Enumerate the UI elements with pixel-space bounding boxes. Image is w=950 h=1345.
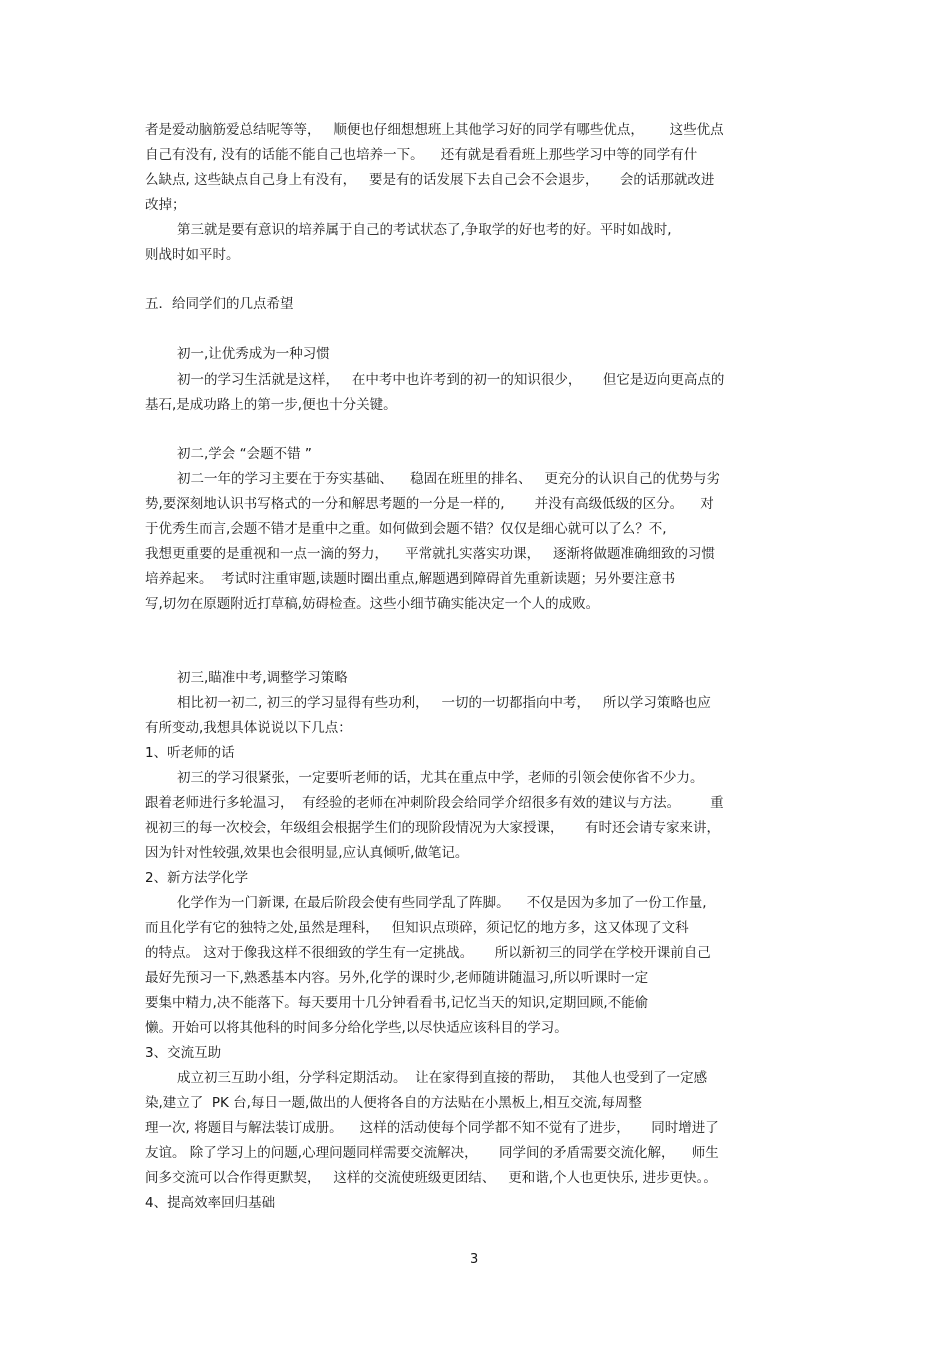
text-line: 者是爱动脑筋爱总结呢等等， 顺便也仔细想想班上其他学习好的同学有哪些优点， 这些优点 xyxy=(145,122,724,138)
text-line: 懒。开始可以将其他科的时间多分给化学些,以尽快适应该科目的学习。 xyxy=(145,1020,568,1036)
numbered-heading: 1、听老师的话 xyxy=(145,745,235,761)
text-line: 于优秀生而言,会题不错才是重中之重。如何做到会题不错？仅仅是细心就可以了么？不, xyxy=(145,521,667,537)
text-line: 有所变动,我想具体说说以下几点： xyxy=(145,720,352,736)
text-line: 培养起来。 考试时注重审题,读题时圈出重点,解题遇到障碍首先重新读题；另外要注意书 xyxy=(145,571,676,587)
text-line: 改掉； xyxy=(145,197,186,213)
text-line: 成立初三互助小组，分学科定期活动。 让在家得到直接的帮助， 其他人也受到了一定感 xyxy=(177,1070,708,1086)
subsection-heading: 初一,让优秀成为一种习惯 xyxy=(177,346,330,362)
page-number: 3 xyxy=(470,1252,479,1267)
text-line: 友谊。 除了学习上的问题,心理问题同样需要交流解决， 同学间的矛盾需要交流化解， 师生 xyxy=(145,1145,719,1161)
text-line: 基石,是成功路上的第一步,便也十分关键。 xyxy=(145,397,397,413)
text-line: 初二一年的学习主要在于夯实基础、 稳固在班里的排名、 更充分的认识自己的优势与劣 xyxy=(177,471,721,487)
text-line: 写,切勿在原题附近打草稿,妨碍检查。这些小细节确实能决定一个人的成败。 xyxy=(145,596,600,612)
text-line: 初三的学习很紧张，一定要听老师的话，尤其在重点中学，老师的引领会使你省不少力。 xyxy=(177,770,704,786)
text-line: 染,建立了 PK 台,每日一题,做出的人便将各自的方法贴在小黑板上,相互交流,每周整 xyxy=(145,1095,642,1111)
numbered-heading: 3、交流互助 xyxy=(145,1045,222,1061)
text-line: 势,要深刻地认识书写格式的一分和解思考题的一分是一样的, 并没有高级低级的区分。 对 xyxy=(145,496,714,512)
numbered-heading: 2、新方法学化学 xyxy=(145,870,249,886)
section-heading: 五．给同学们的几点希望 xyxy=(145,296,294,312)
text-line: 跟着老师进行多轮温习， 有经验的老师在冲刺阶段会给同学介绍很多有效的建议与方法。 重 xyxy=(145,795,724,811)
text-line: 要集中精力,决不能落下。每天要用十几分钟看看书,记忆当天的知识,定期回顾,不能偷 xyxy=(145,995,649,1011)
text-line: 理一次, 将题目与解法装订成册。 这样的活动使每个同学都不知不觉有了进步， 同时增进了 xyxy=(145,1120,719,1136)
subsection-heading: 初二,学会 “会题不错 ” xyxy=(177,446,312,462)
text-line: 自己有没有, 没有的话能不能自己也培养一下。 还有就是看看班上那些学习中等的同学有什 xyxy=(145,147,698,163)
text-line: 因为针对性较强,效果也会很明显,应认真倾听,做笔记。 xyxy=(145,845,469,861)
text-line: 而且化学有它的独特之处,虽然是理科， 但知识点琐碎，须记忆的地方多，这又体现了文科 xyxy=(145,920,689,936)
subsection-heading: 初三,瞄准中考,调整学习策略 xyxy=(177,670,348,686)
text-line: 则战时如平时。 xyxy=(145,247,240,263)
text-line: 视初三的每一次校会，年级组会根据学生们的现阶段情况为大家授课， 有时还会请专家来讲， xyxy=(145,820,720,836)
text-line: 我想更重要的是重视和一点一滴的努力， 平常就扎实落实功课， 逐渐将做题准确细致的习惯 xyxy=(145,546,716,562)
text-line: 最好先预习一下,熟悉基本内容。另外,化学的课时少,老师随讲随温习,所以听课时一定 xyxy=(145,970,649,986)
numbered-heading: 4、提高效率回归基础 xyxy=(145,1195,276,1211)
text-line: 化学作为一门新课, 在最后阶段会使有些同学乱了阵脚。 不仅是因为多加了一份工作量, xyxy=(177,895,707,911)
text-line: 间多交流可以合作得更默契， 这样的交流使班级更团结、 更和谐,个人也更快乐, 进步更快。。 xyxy=(145,1170,717,1186)
text-line: 的特点。 这对于像我这样不很细致的学生有一定挑战。 所以新初三的同学在学校开课前自己 xyxy=(145,945,711,961)
text-line: 初一的学习生活就是这样， 在中考中也许考到的初一的知识很少， 但它是迈向更高点的 xyxy=(177,372,725,388)
text-line: 么缺点, 这些缺点自己身上有没有， 要是有的话发展下去自己会不会退步， 会的话那就改进 xyxy=(145,172,715,188)
text-line: 第三就是要有意识的培养属于自己的考试状态了,争取学的好也考的好。平时如战时, xyxy=(177,222,672,238)
text-line: 相比初一初二, 初三的学习显得有些功利， 一切的一切都指向中考， 所以学习策略也应 xyxy=(177,695,711,711)
